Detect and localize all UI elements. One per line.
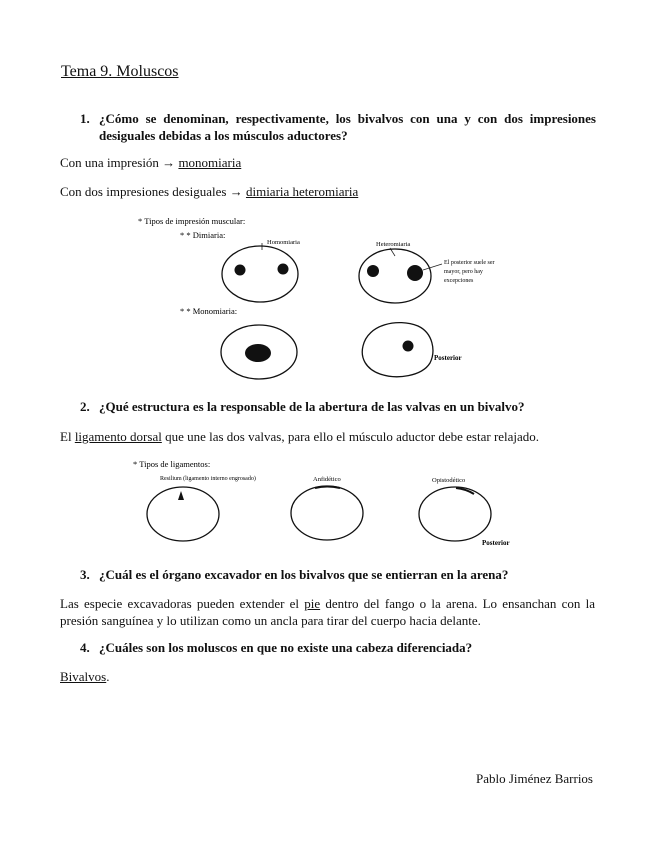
term-pie: pie xyxy=(304,596,321,611)
question-3 xyxy=(80,566,600,583)
question-text: ¿Qué estructura es la responsable de la abertura de las valvas en un bivalvo? xyxy=(99,399,525,414)
question-text: ¿Cuáles son los moluscos en que no existe una cabeza diferenciada? xyxy=(99,640,473,655)
fig1-note-line2: mayor, pero hay xyxy=(444,269,483,275)
question-number: 1. xyxy=(80,111,90,126)
fig1-homomiaria-label: Homomiaria xyxy=(267,239,300,246)
answer-prefix: Con dos impresiones desiguales → xyxy=(60,184,246,199)
answer-2 xyxy=(60,428,600,445)
fig2-posterior-label: Posterior xyxy=(482,539,510,547)
muscle-scar xyxy=(403,341,414,352)
fig2-resilium-label: Resilium (ligamento interno engrosado) xyxy=(160,476,256,482)
term-monomiaria: monomiaria xyxy=(178,155,242,170)
fig1-heteromiaria-label: Heteromiaria xyxy=(376,241,411,248)
fig1-heading: * Tipos de impresión muscular: xyxy=(138,216,246,226)
question-1 xyxy=(80,110,596,144)
ligament-mark xyxy=(456,488,474,494)
fig2-heading: * Tipos de ligamentos: xyxy=(133,459,211,469)
shell-outline xyxy=(291,486,363,540)
author-signature: Pablo Jiménez Barrios xyxy=(476,771,593,786)
muscle-scar xyxy=(235,265,246,276)
question-4 xyxy=(80,639,600,656)
muscle-scar xyxy=(278,264,289,275)
answer-4 xyxy=(60,668,109,685)
question-number: 2. xyxy=(80,399,90,414)
ligament-mark xyxy=(178,491,184,500)
shell-outline xyxy=(419,487,491,541)
leader-line xyxy=(390,248,395,256)
fig2-opistodetico-label: Opistodético xyxy=(432,477,466,484)
muscle-scar xyxy=(245,344,271,362)
shell-outline xyxy=(222,246,298,302)
answer-text: . xyxy=(106,669,110,684)
answer-1a xyxy=(60,154,241,171)
question-text: ¿Cómo se denominan, respectivamente, los bivalvos con una y con dos impresiones desiguales debidas a los músculos aductores? xyxy=(99,111,596,143)
answer-text: dentro del fango o la arena. Lo ensanchan con la presión sanguínea y lo utilizan como un ancla para tirar del cuerpo hacia delante. xyxy=(60,596,595,628)
answer-3 xyxy=(60,595,595,629)
shell-outline xyxy=(359,249,431,303)
fig1-dimiaria-label: * * Dimiaria: xyxy=(180,230,226,240)
ligament-mark xyxy=(315,487,340,489)
page-title: Tema 9. Moluscos xyxy=(61,63,179,80)
term-dimiaria-heteromiaria: dimiaria heteromiaria xyxy=(245,184,359,199)
question-text: ¿Cuál es el órgano excavador en los bivalvos que se entierran en la arena? xyxy=(99,567,509,582)
answer-text: El xyxy=(60,429,75,444)
muscle-scar xyxy=(407,265,423,281)
answer-prefix: Con una impresión → xyxy=(60,155,179,170)
shell-outline xyxy=(221,325,297,379)
term-ligamento-dorsal: ligamento dorsal xyxy=(74,429,162,444)
answer-text: Las especie excavadoras pueden extender el xyxy=(60,596,305,611)
fig1-note-line3: excepciones xyxy=(444,278,474,284)
leader-line xyxy=(423,264,442,270)
answer-text: que une las dos valvas, para ello el músculo aductor debe estar relajado. xyxy=(161,429,540,444)
fig1-posterior-label: Posterior xyxy=(434,354,462,362)
shell-outline xyxy=(147,487,219,541)
question-2 xyxy=(80,398,600,415)
question-number: 3. xyxy=(80,567,90,582)
fig1-note-line1: El posterior suele ser xyxy=(444,260,495,266)
shell-outline xyxy=(362,323,433,377)
fig2-anfidetico-label: Anfidético xyxy=(313,476,341,483)
fig1-monomiaria-label: * * Monomiaria: xyxy=(180,306,238,316)
answer-1b xyxy=(60,183,358,200)
question-number: 4. xyxy=(80,640,90,655)
term-bivalvos: Bivalvos xyxy=(60,669,107,684)
muscle-scar xyxy=(367,265,379,277)
